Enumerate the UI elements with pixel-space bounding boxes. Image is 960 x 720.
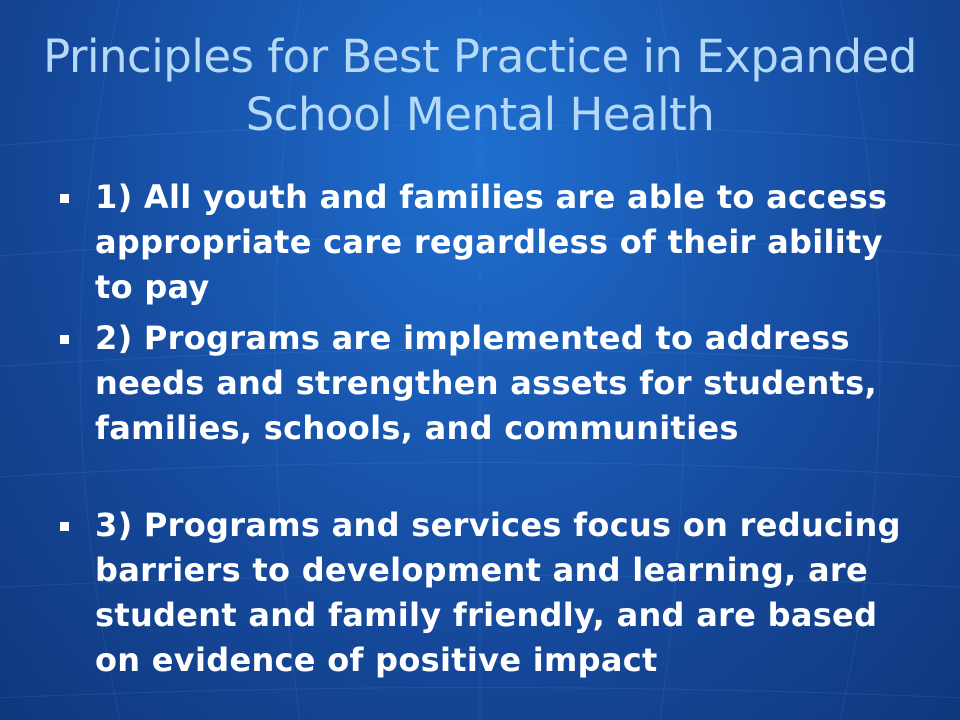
square-bullet-icon [60, 194, 69, 203]
square-bullet-icon [60, 335, 69, 344]
slide-title: Principles for Best Practice in Expanded School Mental Health [43, 30, 917, 141]
square-bullet-icon [60, 522, 69, 531]
bullet-text: 1) All youth and families are able to access appropriate care regardless of their ability to pay [95, 178, 888, 306]
bullet-text: 2) Programs are implemented to address needs and strengthen assets for students, families, schools, and communities [95, 319, 877, 447]
bullet-text: 3) Programs and services focus on reducing barriers to development and learning, are student and family friendly, and are based on evidence of positive impact [95, 506, 901, 679]
